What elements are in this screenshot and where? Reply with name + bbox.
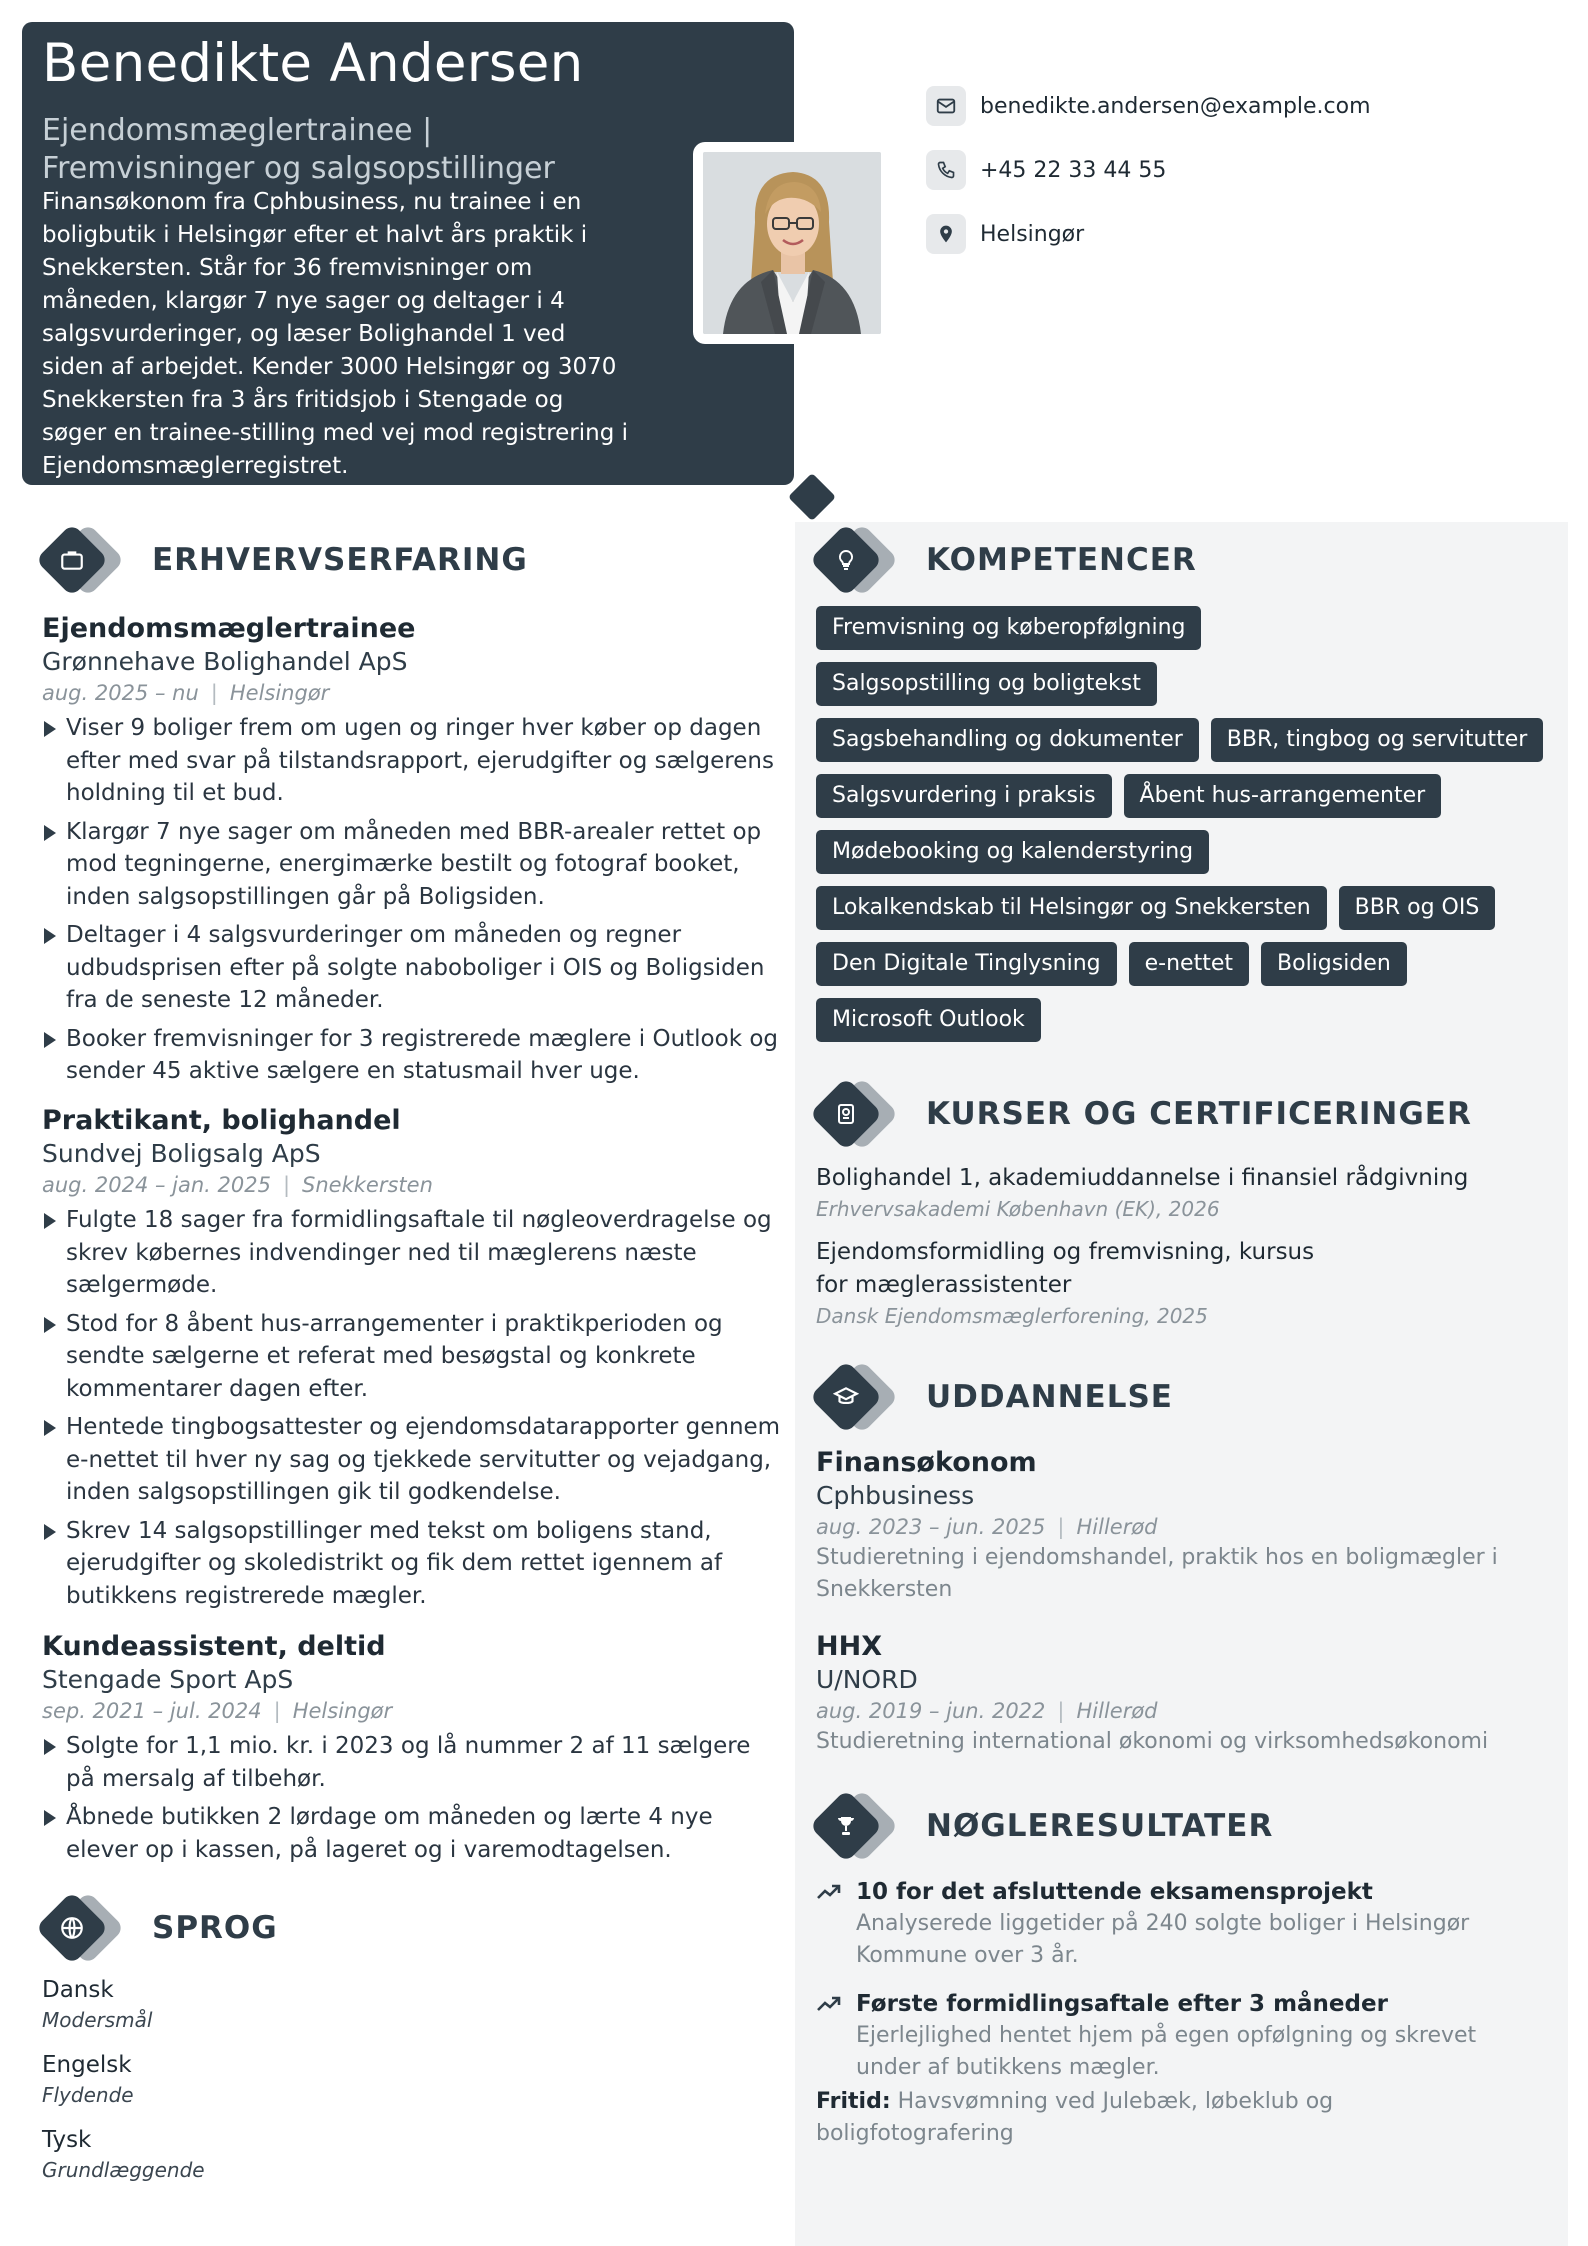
section-icon-badge: [38, 520, 138, 600]
map-pin-icon: [926, 214, 966, 254]
result-title: 10 for det afsluttende eksamensprojekt: [856, 1879, 1373, 1905]
globe-icon: [52, 1908, 92, 1948]
course-item: [816, 1236, 1556, 1330]
section-title-skills: KOMPETENCER: [926, 542, 1197, 578]
language-name: Dansk: [42, 1977, 114, 2003]
section-header-experience: [38, 520, 528, 600]
headline-line-2: Fremvisninger og salgsopstillinger: [42, 151, 555, 186]
contact-phone[interactable]: [926, 150, 1166, 190]
language-item: [42, 2124, 205, 2184]
education-dates: aug. 2019 – jun. 2022: [816, 1699, 1046, 1723]
result-item: [816, 1988, 1516, 2084]
education-school: U/NORD: [816, 1665, 918, 1694]
profile-photo-frame: [693, 142, 891, 344]
job-meta: aug. 2025 – nu | Helsingør: [42, 681, 330, 705]
job-bullet: Hentede tingbogsattester og ejendomsdatarapporter gennem e-nettet til hver ny sag og tjekkede servitutter og vejadgang, inden salgsopstillingen gik til godkendelse.: [42, 1411, 782, 1509]
leisure-line: [816, 2086, 1336, 2150]
job-entry: [42, 1630, 782, 1872]
job-company: Sundvej Boligsalg ApS: [42, 1139, 321, 1168]
job-bullet: Viser 9 boliger frem om ugen og ringer hver køber op dagen efter med svar på tilstandsrapport, ejerudgifter og sælgerens holdning til et bud.: [42, 712, 782, 810]
skill-chip: Salgsvurdering i praksis: [816, 774, 1112, 818]
course-provider: Erhvervsakademi København (EK), 2026: [816, 1197, 1220, 1221]
skill-chip: Sagsbehandling og dokumenter: [816, 718, 1199, 762]
skills-list: [816, 606, 1556, 1054]
job-bullets: [42, 1204, 782, 1612]
section-icon-badge: [812, 1786, 912, 1866]
section-title-languages: SPROG: [152, 1910, 278, 1946]
language-level: Modersmål: [42, 2008, 153, 2032]
result-item: [816, 1876, 1516, 1972]
course-title: Bolighandel 1, akademiuddannelse i finansiel rådgivning: [816, 1165, 1469, 1191]
skill-chip: BBR, tingbog og servitutter: [1211, 718, 1543, 762]
section-header-results: [812, 1786, 1273, 1866]
header-card: [22, 22, 794, 485]
job-title: Kundeassistent, deltid: [42, 1631, 386, 1662]
education-dates: aug. 2023 – jun. 2025: [816, 1515, 1046, 1539]
skill-chip: Lokalkendskab til Helsingør og Snekkersten: [816, 886, 1327, 930]
section-header-education: [812, 1357, 1173, 1437]
skill-chip: Boligsiden: [1261, 942, 1407, 986]
job-bullet: Booker fremvisninger for 3 registrerede mæglere i Outlook og sender 45 aktive sælgere en statusmail hver uge.: [42, 1023, 782, 1088]
section-header-courses: [812, 1074, 1472, 1154]
result-description: Analyserede liggetider på 240 solgte boliger i Helsingør Kommune over 3 år.: [856, 1911, 1470, 1968]
contact-location: [926, 214, 1084, 254]
job-location: Helsingør: [292, 1699, 393, 1723]
job-bullet: Stod for 8 åbent hus-arrangementer i praktikperioden og sendte sælgerne et referat med besøgstal og konkrete kommentarer dagen efter.: [42, 1308, 782, 1406]
section-header-skills: [812, 520, 1197, 600]
header-diamond-decoration: [788, 473, 836, 521]
job-bullet: Deltager i 4 salgsvurderinger om måneden og regner udbudsprisen efter på solgte naboboliger i OIS og Boligsiden fra de seneste 12 måneder.: [42, 919, 782, 1017]
job-entry: [42, 1104, 782, 1618]
trophy-icon: [826, 1806, 866, 1846]
course-title-line-1: Ejendomsformidling og fremvisning, kursus: [816, 1239, 1315, 1265]
briefcase-icon: [52, 540, 92, 580]
language-item: [42, 2049, 134, 2109]
section-title-results: NØGLERESULTATER: [926, 1808, 1274, 1844]
job-bullets: [42, 712, 782, 1088]
job-bullet: Klargør 7 nye sager om måneden med BBR-arealer rettet op mod tegningerne, energimærke bestilt og fotograf booket, inden salgsopstillingen går på Boligsiden.: [42, 816, 782, 914]
skill-chip: Mødebooking og kalenderstyring: [816, 830, 1209, 874]
graduation-cap-icon: [826, 1377, 866, 1417]
job-bullet: Solgte for 1,1 mio. kr. i 2023 og lå nummer 2 af 11 sælgere på mersalg af tilbehør.: [42, 1730, 782, 1795]
job-title: Praktikant, bolighandel: [42, 1105, 401, 1136]
job-bullets: [42, 1730, 782, 1866]
education-location: Hillerød: [1076, 1699, 1158, 1723]
headline-line-1: Ejendomsmæglertrainee |: [42, 113, 433, 148]
education-school: Cphbusiness: [816, 1481, 975, 1510]
profile-photo: [703, 152, 881, 334]
skill-chip: BBR og OIS: [1339, 886, 1496, 930]
section-header-languages: [38, 1888, 278, 1968]
education-meta: aug. 2023 – jun. 2025 | Hillerød: [816, 1515, 1158, 1539]
section-title-courses: KURSER OG CERTIFICERINGER: [926, 1096, 1472, 1132]
lightbulb-icon: [826, 540, 866, 580]
education-item: [816, 1630, 1556, 1758]
location-text: Helsingør: [980, 221, 1085, 247]
course-title-line-2: for mæglerassistenter: [816, 1272, 1072, 1298]
language-level: Grundlæggende: [42, 2158, 205, 2182]
section-icon-badge: [38, 1888, 138, 1968]
education-location: Hillerød: [1076, 1515, 1158, 1539]
education-degree: HHX: [816, 1631, 883, 1662]
job-meta: sep. 2021 – jul. 2024 | Helsingør: [42, 1699, 393, 1723]
phone-icon: [926, 150, 966, 190]
skill-chip: Salgsopstilling og boligtekst: [816, 662, 1157, 706]
language-name: Tysk: [42, 2127, 92, 2153]
leisure-text: Havsvømning ved Julebæk, løbeklub og boligfotografering: [816, 2089, 1334, 2146]
job-entry: [42, 612, 782, 1094]
job-dates: aug. 2024 – jan. 2025: [42, 1173, 271, 1197]
summary-text: Finansøkonom fra Cphbusiness, nu trainee i en boligbutik i Helsingør efter et halvt års praktik i Snekkersten. Står for 36 fremvisninger om måneden, klargør 7 nye sager og deltager i 4 salgsvurderinger, og læser Bolighandel 1 ved siden af arbejdet. Kender 3000 Helsingør og 3070 Snekkersten fra 3 års fritidsjob i Stengade og søger en trainee-stilling med vej mod registrering i Ejendomsmæglerregistret.: [42, 189, 629, 479]
education-item: [816, 1446, 1556, 1606]
headline: [42, 112, 602, 188]
education-degree: Finansøkonom: [816, 1447, 1037, 1478]
section-title-experience: ERHVERVSERFARING: [152, 542, 528, 578]
job-title: Ejendomsmæglertrainee: [42, 613, 416, 644]
mail-icon: [926, 86, 966, 126]
result-title: Første formidlingsaftale efter 3 måneder: [856, 1991, 1388, 2017]
job-company: Grønnehave Bolighandel ApS: [42, 647, 408, 676]
language-level: Flydende: [42, 2083, 134, 2107]
leisure-label: Fritid:: [816, 2089, 891, 2114]
phone-text: +45 22 33 44 55: [980, 157, 1167, 183]
skill-chip: Åbent hus-arrangementer: [1124, 774, 1442, 818]
result-description: Ejerlejlighed hentet hjem på egen opfølgning og skrevet under af butikkens mægler.: [856, 2023, 1477, 2080]
trending-up-icon: [816, 1992, 842, 2024]
contact-email[interactable]: [926, 86, 1371, 126]
section-icon-badge: [812, 1357, 912, 1437]
education-meta: aug. 2019 – jun. 2022 | Hillerød: [816, 1699, 1158, 1723]
candidate-name: Benedikte Andersen: [42, 33, 584, 94]
job-meta: aug. 2024 – jan. 2025 | Snekkersten: [42, 1173, 433, 1197]
job-dates: sep. 2021 – jul. 2024: [42, 1699, 262, 1723]
award-icon: [826, 1094, 866, 1134]
skill-chip: e-nettet: [1129, 942, 1249, 986]
section-title-education: UDDANNELSE: [926, 1379, 1173, 1415]
course-item: [816, 1162, 1556, 1223]
skill-chip: Fremvisning og køberopfølgning: [816, 606, 1201, 650]
education-description: Studieretning international økonomi og virksomhedsøkonomi: [816, 1729, 1489, 1754]
education-description: Studieretning i ejendomshandel, praktik hos en boligmægler i Snekkersten: [816, 1545, 1498, 1602]
job-location: Helsingør: [229, 681, 330, 705]
skill-chip: Den Digitale Tinglysning: [816, 942, 1117, 986]
section-icon-badge: [812, 520, 912, 600]
trending-up-icon: [816, 1880, 842, 1912]
course-provider: Dansk Ejendomsmæglerforening, 2025: [816, 1304, 1208, 1328]
email-text: benedikte.andersen@example.com: [980, 93, 1371, 119]
job-bullet: Fulgte 18 sager fra formidlingsaftale til nøgleoverdragelse og skrev købernes indvendinger ned til mæglerens næste sælgermøde.: [42, 1204, 782, 1302]
section-icon-badge: [812, 1074, 912, 1154]
language-name: Engelsk: [42, 2052, 132, 2078]
job-location: Snekkersten: [302, 1173, 433, 1197]
job-bullet: Skrev 14 salgsopstillinger med tekst om boligens stand, ejerudgifter og skoledistrikt og fik dem rettet igennem af butikkens registrerede mægler.: [42, 1515, 782, 1613]
job-bullet: Åbnede butikken 2 lørdage om måneden og lærte 4 nye elever op i kassen, på lageret og i varemodtagelsen.: [42, 1801, 782, 1866]
job-company: Stengade Sport ApS: [42, 1665, 294, 1694]
skill-chip: Microsoft Outlook: [816, 998, 1041, 1042]
language-item: [42, 1974, 152, 2034]
job-dates: aug. 2025 – nu: [42, 681, 199, 705]
